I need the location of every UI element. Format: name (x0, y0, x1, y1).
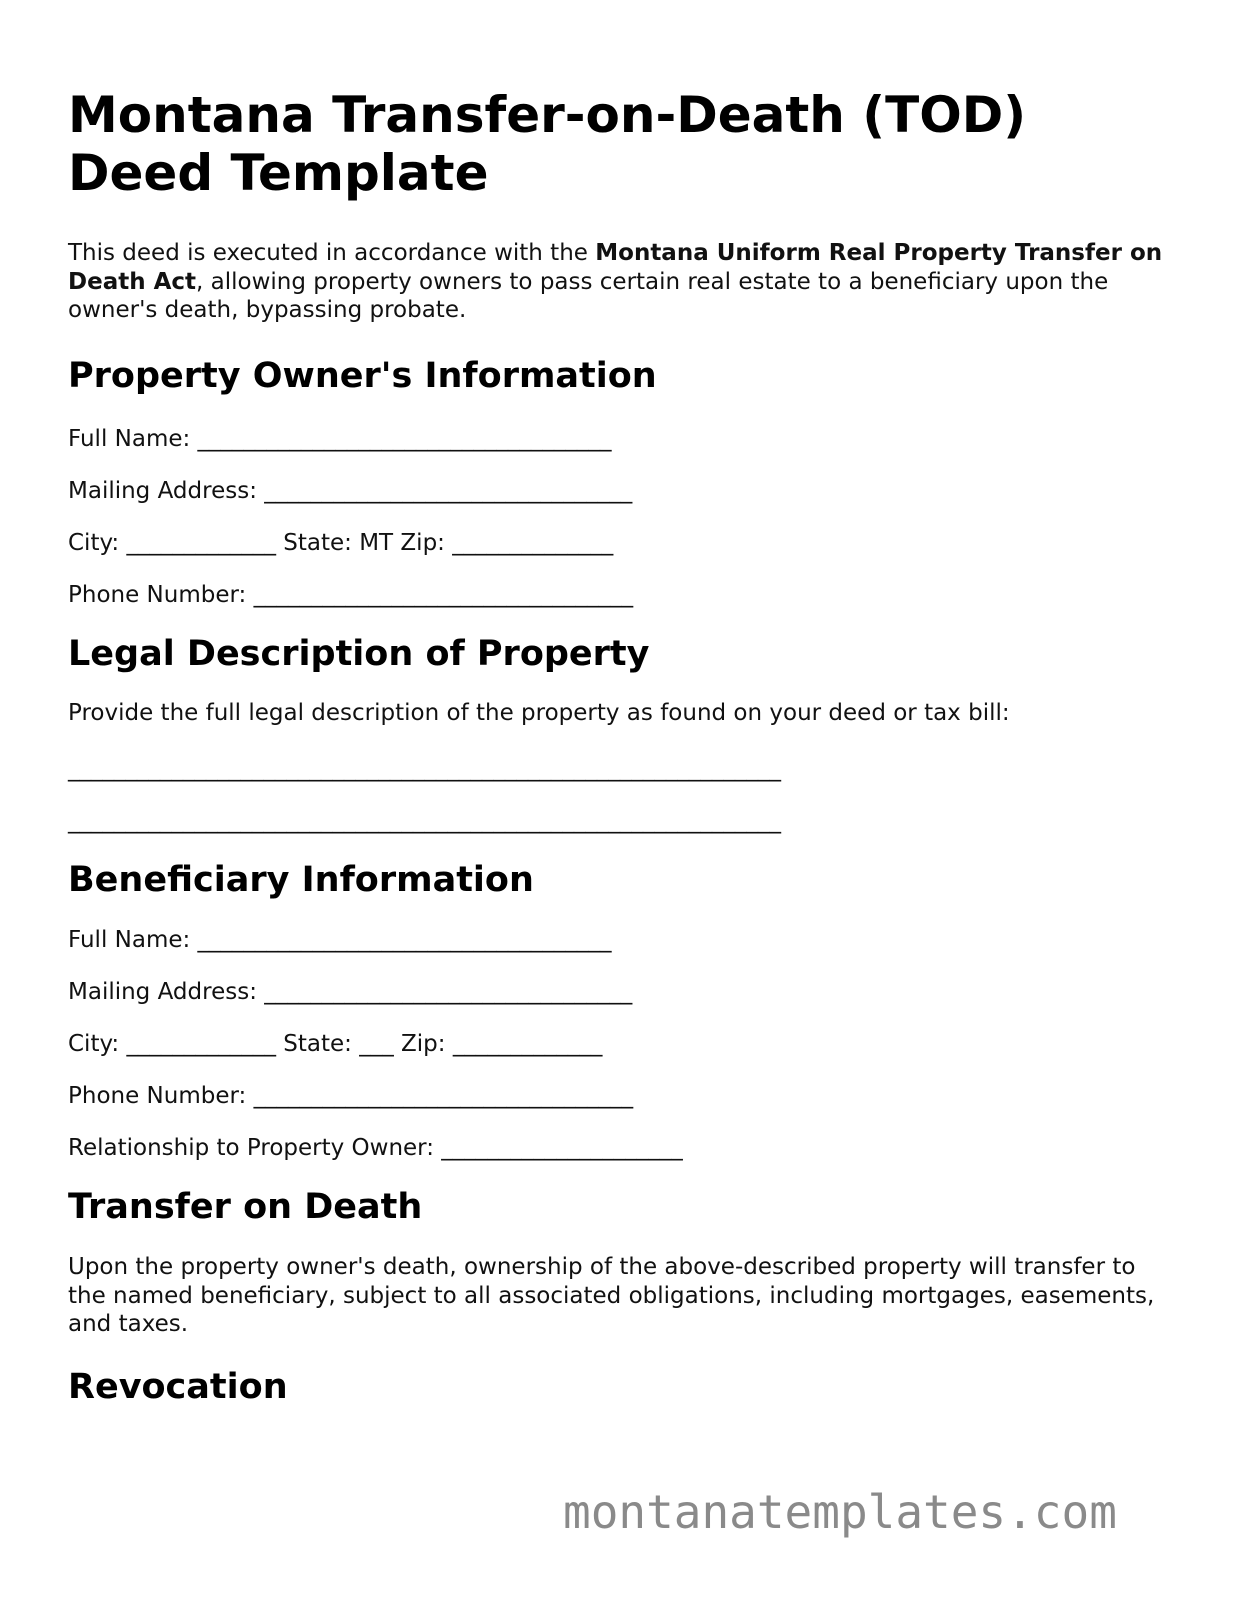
legal-instruction: Provide the full legal description of the property as found on your deed or tax bill: (68, 699, 1010, 726)
beneficiary-phone-field[interactable]: Phone Number: _________________________________ (68, 1083, 634, 1109)
intro-act-name: Montana Uniform Real Property Transfer on Death Act (68, 240, 1163, 295)
owner-heading: Property Owner's Information (68, 355, 657, 396)
transfer-heading: Transfer on Death (68, 1187, 423, 1227)
beneficiary-section (68, 859, 1178, 1162)
intro-paragraph (68, 239, 1178, 325)
document-page (68, 86, 1178, 1408)
beneficiary-mailing-address-field[interactable]: Mailing Address: ________________________________ (68, 979, 633, 1005)
revocation-heading: Revocation (68, 1366, 288, 1407)
legal-section (68, 633, 1178, 836)
site-watermark: montanatemplates.com (563, 1485, 1117, 1539)
legal-heading: Legal Description of Property (68, 633, 650, 674)
revocation-section (68, 1366, 1178, 1408)
legal-description-line-1[interactable]: ______________________________________________________________ (68, 756, 781, 782)
transfer-paragraph: Upon the property owner's death, ownership of the above-described property will transfer to the named beneficiary, subject to all associated obligations, including mortgages, easements, and taxes. (68, 1254, 1155, 1337)
legal-description-line-2[interactable]: ______________________________________________________________ (68, 808, 781, 834)
owner-section (68, 355, 1178, 609)
beneficiary-full-name-field[interactable]: Full Name: ____________________________________ (68, 927, 612, 953)
transfer-section (68, 1186, 1178, 1339)
beneficiary-city-state-zip-field[interactable]: City: _____________ State: ___ Zip: _____________ (68, 1031, 603, 1057)
beneficiary-relationship-field[interactable]: Relationship to Property Owner: _____________________ (68, 1135, 683, 1161)
owner-phone-field[interactable]: Phone Number: _________________________________ (68, 581, 634, 608)
owner-full-name-field[interactable]: Full Name: ____________________________________ (68, 425, 612, 452)
beneficiary-heading: Beneficiary Information (68, 860, 534, 900)
intro-text-before: This deed is executed in accordance with the (68, 240, 596, 266)
page-title: Montana Transfer-on-Death (TOD) Deed Template (68, 86, 1027, 202)
owner-city-state-zip-field[interactable]: City: _____________ State: MT Zip: ______________ (68, 529, 614, 556)
intro-text-after: , allowing property owners to pass certain real estate to a beneficiary upon the owner's death, bypassing probate. (68, 268, 1109, 323)
owner-mailing-address-field[interactable]: Mailing Address: ________________________________ (68, 477, 633, 504)
